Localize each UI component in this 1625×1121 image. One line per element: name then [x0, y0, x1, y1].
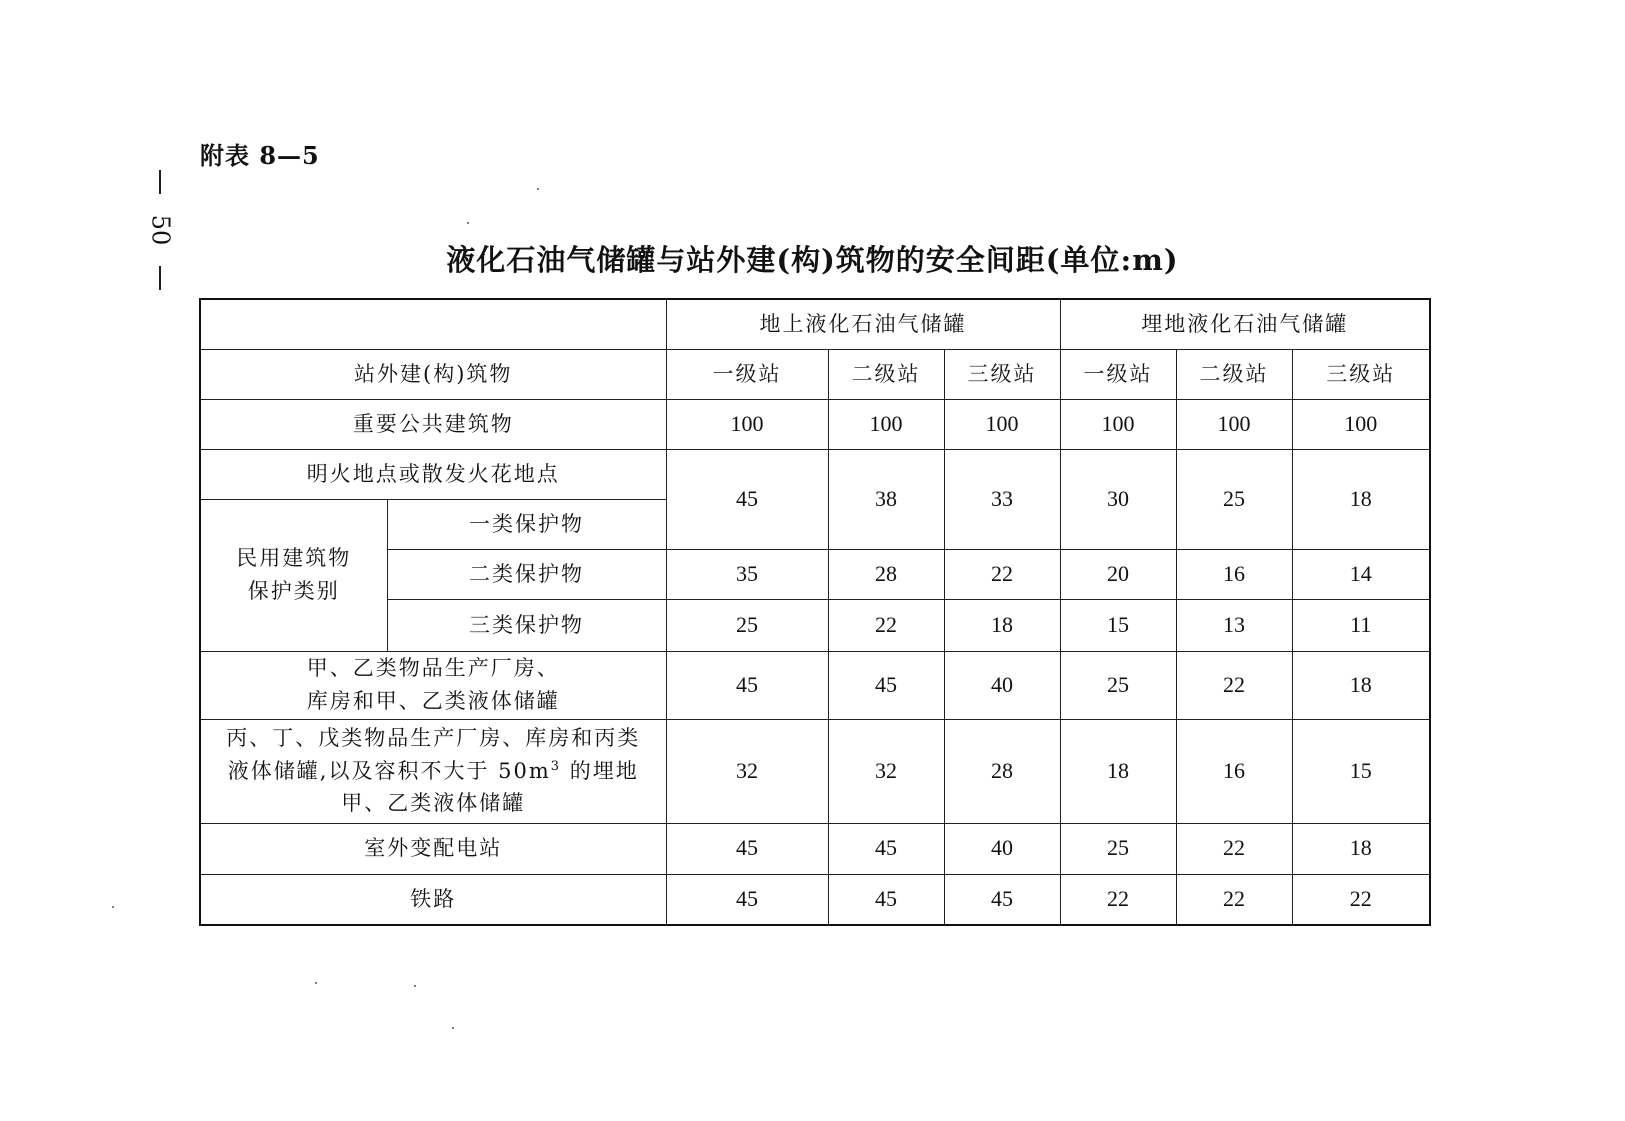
group-header-buried: 埋地液化石油气储罐	[1060, 299, 1430, 349]
row-label: 三类保护物	[387, 599, 666, 651]
level-header: 一级站	[666, 349, 828, 399]
distance-value: 100	[828, 399, 944, 449]
distance-value: 25	[1060, 823, 1176, 874]
distance-value: 28	[828, 549, 944, 599]
distance-value: 32	[666, 719, 828, 823]
distance-value: 25	[1060, 651, 1176, 719]
row-label-line1: 甲、乙类物品生产厂房、	[306, 656, 560, 681]
row-label: 室外变配电站	[200, 823, 666, 874]
civil-group-label-line2: 保护类别	[247, 579, 340, 603]
level-header: 一级站	[1060, 349, 1176, 399]
distance-value: 22	[944, 549, 1060, 599]
scan-speck	[414, 985, 416, 987]
appendix-label: 附表 8—5	[200, 141, 320, 170]
distance-value: 100	[944, 399, 1060, 449]
table-row-railway	[200, 874, 1430, 925]
distance-value: 100	[1176, 399, 1292, 449]
distance-value: 18	[1292, 449, 1430, 549]
empty-corner-cell	[200, 299, 666, 349]
distance-value: 45	[666, 651, 828, 719]
group-header-aboveground: 地上液化石油气储罐	[666, 299, 1060, 349]
distance-value: 30	[1060, 449, 1176, 549]
distance-value: 22	[828, 599, 944, 651]
page-number-dash-top	[159, 170, 161, 194]
distance-value: 25	[1176, 449, 1292, 549]
table-row-substation	[200, 823, 1430, 874]
distance-value: 35	[666, 549, 828, 599]
level-header: 二级站	[1176, 349, 1292, 399]
scan-speck	[537, 188, 539, 190]
distance-value: 100	[1060, 399, 1176, 449]
distance-value: 16	[1176, 549, 1292, 599]
row-label-line2-tail: 的埋地	[561, 758, 639, 783]
stub-header: 站外建(构)筑物	[200, 349, 666, 399]
distance-value: 45	[828, 823, 944, 874]
scan-speck	[315, 982, 317, 984]
row-label-line2	[201, 755, 666, 788]
scan-speck	[112, 906, 114, 908]
distance-value: 22	[1176, 823, 1292, 874]
distance-value: 45	[828, 651, 944, 719]
distance-value: 16	[1176, 719, 1292, 823]
table-row-open-fire	[200, 449, 1430, 499]
distance-value: 38	[828, 449, 944, 549]
distance-value: 40	[944, 823, 1060, 874]
distance-value: 18	[944, 599, 1060, 651]
row-label-line2-text: 液体储罐,以及容积不大于 50m	[227, 758, 551, 783]
distance-value: 25	[666, 599, 828, 651]
distance-value: 18	[1060, 719, 1176, 823]
scan-speck	[467, 222, 469, 224]
distance-value: 22	[1176, 874, 1292, 925]
row-label-line1: 丙、丁、戊类物品生产厂房、库房和丙类	[226, 726, 641, 751]
distance-value: 22	[1292, 874, 1430, 925]
row-label: 明火地点或散发火花地点	[200, 449, 666, 499]
civil-group-label-line1: 民用建筑物	[236, 546, 352, 571]
distance-value: 100	[1292, 399, 1430, 449]
distance-value: 14	[1292, 549, 1430, 599]
distance-value: 28	[944, 719, 1060, 823]
level-header: 三级站	[1292, 349, 1430, 399]
safety-distance-table	[199, 298, 1431, 926]
row-label-line2: 库房和甲、乙类液体储罐	[306, 689, 560, 713]
distance-value: 13	[1176, 599, 1292, 651]
row-label	[200, 719, 666, 823]
scan-speck	[452, 1027, 454, 1029]
distance-value: 22	[1060, 874, 1176, 925]
page-number-value: 50	[145, 214, 174, 246]
distance-value: 11	[1292, 599, 1430, 651]
level-header: 二级站	[828, 349, 944, 399]
distance-value: 18	[1292, 651, 1430, 719]
row-label	[200, 651, 666, 719]
row-label-line3: 甲、乙类液体储罐	[341, 791, 526, 816]
level-header: 三级站	[944, 349, 1060, 399]
distance-value: 45	[828, 874, 944, 925]
table-row-public-buildings	[200, 399, 1430, 449]
document-title: 液化石油气储罐与站外建(构)筑物的安全间距(单位:m)	[446, 243, 1179, 277]
distance-value: 45	[666, 823, 828, 874]
table-row-class-ab	[200, 651, 1430, 719]
distance-value: 40	[944, 651, 1060, 719]
distance-value: 100	[666, 399, 828, 449]
row-label: 铁路	[200, 874, 666, 925]
distance-value: 15	[1060, 599, 1176, 651]
distance-value: 22	[1176, 651, 1292, 719]
row-label: 一类保护物	[387, 499, 666, 549]
distance-value: 20	[1060, 549, 1176, 599]
superscript-exponent: 3	[550, 758, 562, 774]
distance-value: 32	[828, 719, 944, 823]
row-label: 重要公共建筑物	[200, 399, 666, 449]
distance-value: 15	[1292, 719, 1430, 823]
level-header-row	[200, 349, 1430, 399]
distance-value: 45	[944, 874, 1060, 925]
group-header-row	[200, 299, 1430, 349]
row-label: 二类保护物	[387, 549, 666, 599]
distance-value: 45	[666, 449, 828, 549]
distance-value: 33	[944, 449, 1060, 549]
civil-building-group-label	[200, 499, 387, 651]
distance-value: 45	[666, 874, 828, 925]
table-row-class-cde	[200, 719, 1430, 823]
distance-value: 18	[1292, 823, 1430, 874]
